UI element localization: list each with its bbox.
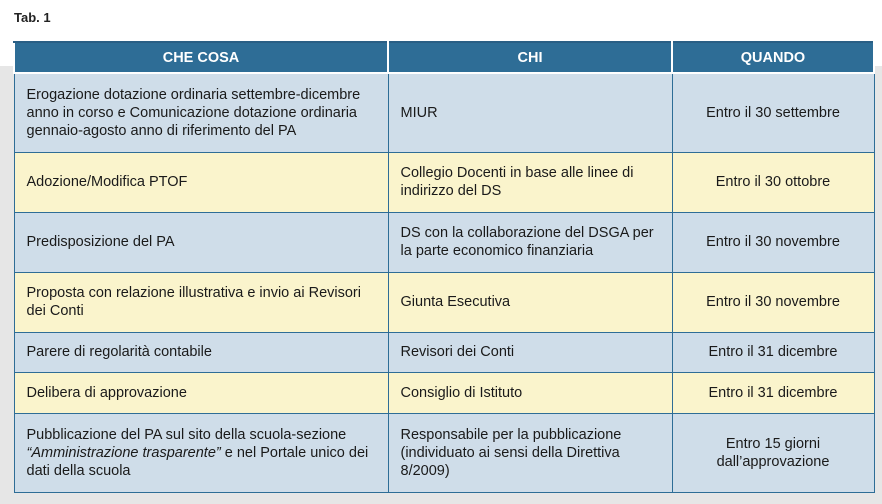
cell-when: Entro il 31 dicembre [672,372,874,413]
cell-what: Proposta con relazione illustrativa e invio ai Revisori dei Conti [14,272,388,332]
table-row [14,212,874,272]
cell-who: MIUR [388,73,672,152]
cell-when: Entro il 30 novembre [672,212,874,272]
cell-what-text: Pubblicazione del PA sul sito della scuola-sezione [26,426,347,443]
table-row [14,152,874,212]
cell-what: Erogazione dotazione ordinaria settembre-dicembre anno in corso e Comunicazione dotazione ordinaria gennaio-agosto anno di riferimento del PA [14,73,388,152]
cell-what: Adozione/Modifica PTOF [14,152,388,212]
table-header-row [14,42,874,73]
cell-what: Delibera di approvazione [14,372,388,413]
cell-what-text-end: e nel Portale unico dei dati della scuola [26,444,369,479]
header-when: QUANDO [672,42,874,73]
cell-who: Responsabile per la pubblicazione (individuato ai sensi della Direttiva 8/2009) [388,413,672,492]
cell-who: Giunta Esecutiva [388,272,672,332]
table-caption: Tab. 1 [14,10,51,25]
cell-what: Parere di regolarità contabile [14,332,388,372]
table-row [14,272,874,332]
cell-what: Predisposizione del PA [14,212,388,272]
cell-who: Revisori dei Conti [388,332,672,372]
cell-who: Consiglio di Istituto [388,372,672,413]
schedule-table [13,41,875,493]
cell-who: Collegio Docenti in base alle linee di indirizzo del DS [388,152,672,212]
header-what: CHE COSA [14,42,388,73]
cell-what [14,413,388,492]
cell-when: Entro il 30 ottobre [672,152,874,212]
cell-who: DS con la collaborazione del DSGA per la parte economico finanziaria [388,212,672,272]
cell-when: Entro il 30 novembre [672,272,874,332]
header-who: CHI [388,42,672,73]
cell-what-italic: “Amministrazione trasparente” [26,444,221,461]
cell-when: Entro 15 giorni dall’approvazione [672,413,874,492]
table-row [14,73,874,152]
cell-when: Entro il 30 settembre [672,73,874,152]
table-row [14,332,874,372]
table-row [14,372,874,413]
cell-when: Entro il 31 dicembre [672,332,874,372]
table-row [14,413,874,492]
